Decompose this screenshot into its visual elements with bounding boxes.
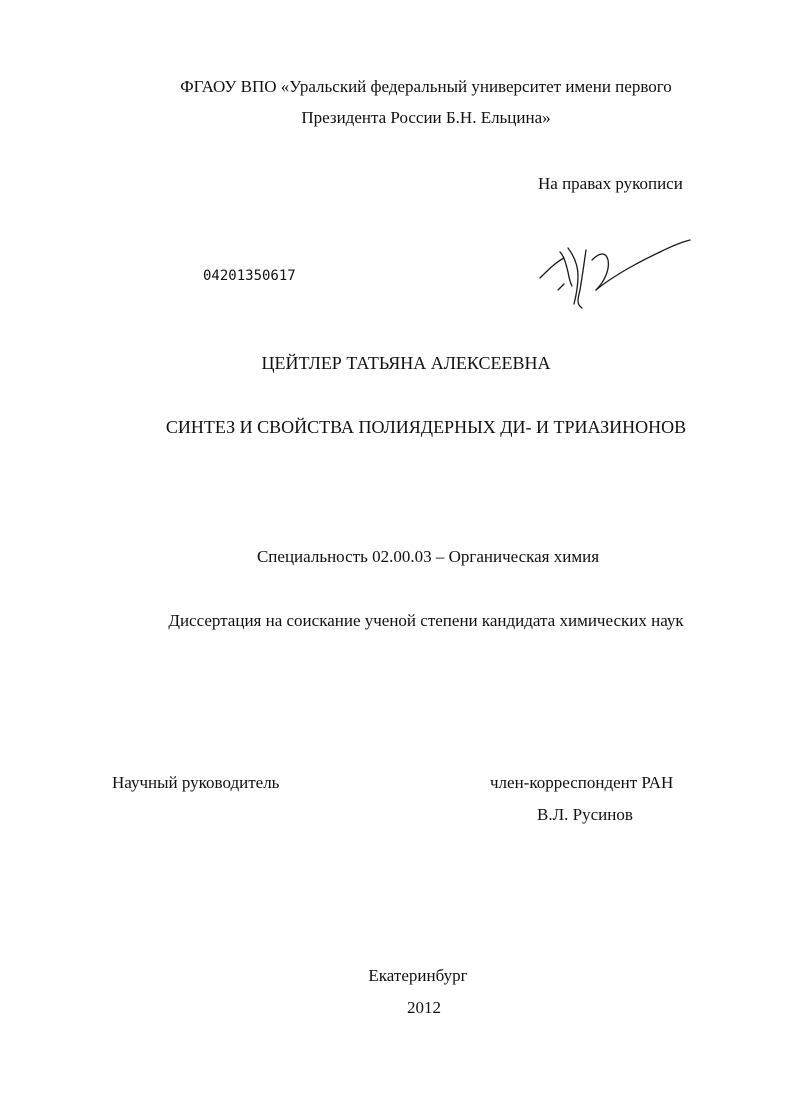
advisor-title: член-корреспондент РАН bbox=[490, 773, 674, 792]
specialty-line: Специальность 02.00.03 – Органическая химия bbox=[256, 547, 600, 566]
year: 2012 bbox=[407, 998, 441, 1017]
advisor-label: Научный руководитель bbox=[112, 773, 280, 792]
advisor-name: В.Л. Русинов bbox=[537, 805, 633, 824]
city: Екатеринбург bbox=[368, 966, 468, 985]
institution-line-2: Президента России Б.Н. Ельцина» bbox=[301, 108, 551, 127]
institution-line-1: ФГАОУ ВПО «Уральский федеральный университет имени первого bbox=[180, 77, 672, 96]
thesis-title: СИНТЕЗ И СВОЙСТВА ПОЛИЯДЕРНЫХ ДИ- И ТРИАЗИНОНОВ bbox=[165, 417, 687, 437]
manuscript-rights-note: На правах рукописи bbox=[538, 174, 683, 193]
degree-line: Диссертация на соискание ученой степени кандидата химических наук bbox=[168, 611, 684, 630]
signature-icon bbox=[530, 230, 700, 315]
library-serial-number: 04201350617 bbox=[203, 268, 296, 284]
author-name: ЦЕЙТЛЕР ТАТЬЯНА АЛЕКСЕЕВНА bbox=[261, 353, 551, 373]
